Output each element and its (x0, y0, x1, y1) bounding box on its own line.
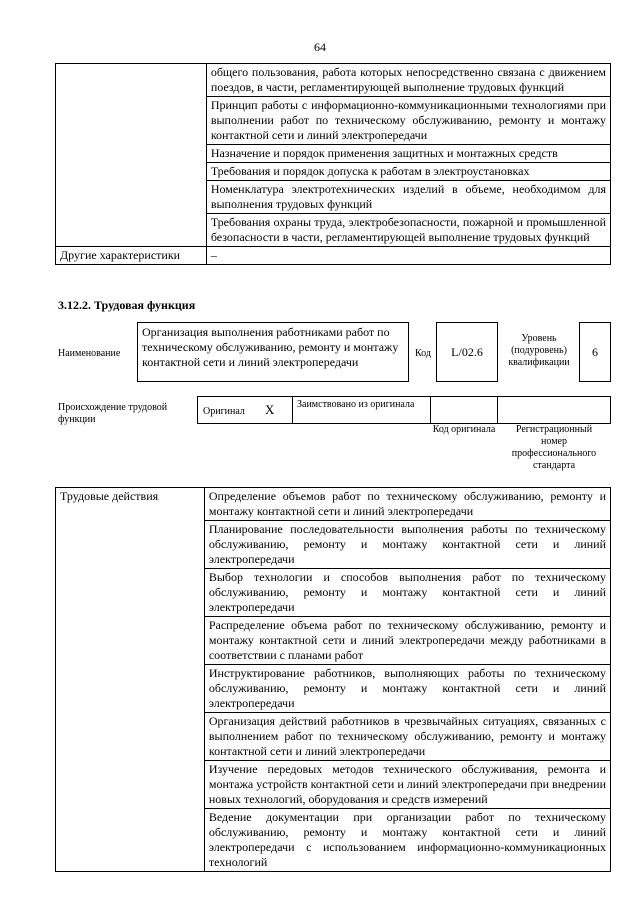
table-row (56, 64, 611, 97)
labor-action-item: Определение объемов работ по техническому обслуживанию, ремонту и монтажу контактной сети и линий электропередачи (204, 488, 610, 521)
original-mark: X (265, 402, 275, 417)
other-characteristics-label: Другие характеристики (56, 247, 207, 265)
page-number: 64 (314, 40, 326, 54)
table-row (56, 247, 611, 265)
knowledge-item: общего пользования, работа которых непосредственно связана с движением поездов, в части, регламентирующей выполнение трудовых функций (206, 64, 610, 97)
code-value: L/02.6 (451, 345, 483, 359)
labor-action-item: Планирование последовательности выполнения работы по техническому обслуживанию, ремонту и монтажу контактной сети и линий электропередачи (204, 521, 610, 569)
level-label: Уровень (подуровень) квалификации (508, 333, 570, 368)
knowledge-item: Принцип работы с информационно-коммуникационными технологиями при выполнении работ по техническому обслуживанию, ремонту и монтажу контактной сети и линий электропередачи (206, 97, 610, 145)
origin-divider (430, 396, 431, 424)
origin-divider (497, 396, 498, 424)
table-left-cell (56, 64, 207, 247)
knowledge-item: Требования и порядок допуска к работам в электроустановках (206, 163, 610, 181)
level-value: 6 (592, 345, 598, 359)
labor-action-item: Изучение передовых методов технического обслуживания, ремонта и монтажа устройств контактной сети и линий электропередачи при внедрении новых технологий, оборудования и средств измерений (204, 761, 610, 809)
function-name: Организация выполнения работниками работ по техническому обслуживанию, ремонту и монтажу контактной сети и линий электропередачи (142, 325, 399, 369)
function-name-box (137, 322, 409, 382)
code-box (436, 322, 498, 382)
labor-actions-label: Трудовые действия (56, 488, 205, 872)
name-label: Наименование (58, 348, 121, 359)
labor-action-item: Выбор технологии и способов выполнения работ по техническому обслуживанию, ремонту и монтажу контактной сети и линий электропередачи (204, 569, 610, 617)
labor-action-item: Организация действий работников в чрезвычайных ситуациях, связанных с выполнением работ по техническому обслуживанию, ремонту и монтажу контактной сети и линий электропередачи (204, 713, 610, 761)
reg-number-label: Регистрационный номер профессионального стандарта (511, 424, 597, 471)
labor-action-item: Ведение документации при организации работ по техническому обслуживанию, ремонту и монтажу контактной сети и линий электропередачи с использованием информационно-коммуникационных технологий (204, 809, 610, 872)
table-row (56, 488, 611, 521)
knowledge-item: Назначение и порядок применения защитных и монтажных средств (206, 145, 610, 163)
other-characteristics-value: – (206, 247, 610, 265)
knowledge-item: Номенклатура электротехнических изделий в объеме, необходимом для выполнения трудовых функций (206, 181, 610, 214)
original-label: Оригинал (203, 406, 245, 417)
knowledge-table (55, 63, 611, 265)
knowledge-item: Требования охраны труда, электробезопасности, пожарной и промышленной безопасности в части, регламентирующей выполнение трудовых функций (206, 214, 610, 247)
code-label: Код (415, 348, 431, 359)
section-title: 3.12.2. Трудовая функция (58, 298, 196, 312)
labor-actions-table (55, 487, 611, 872)
origin-label: Происхождение трудовой функции (58, 402, 168, 425)
borrowed-label: Заимствовано из оригинала (297, 399, 415, 410)
origin-divider (292, 396, 293, 424)
code-original-label: Код оригинала (432, 424, 496, 435)
labor-action-item: Инструктирование работников, выполняющих работы по техническому обслуживанию, ремонту и монтажу контактной сети и линий электропередачи (204, 665, 610, 713)
labor-action-item: Распределение объема работ по техническому обслуживанию, ремонту и монтажу контактной сети и линий электропередачи между работниками в соответствии с планами работ (204, 617, 610, 665)
level-box (579, 322, 611, 382)
